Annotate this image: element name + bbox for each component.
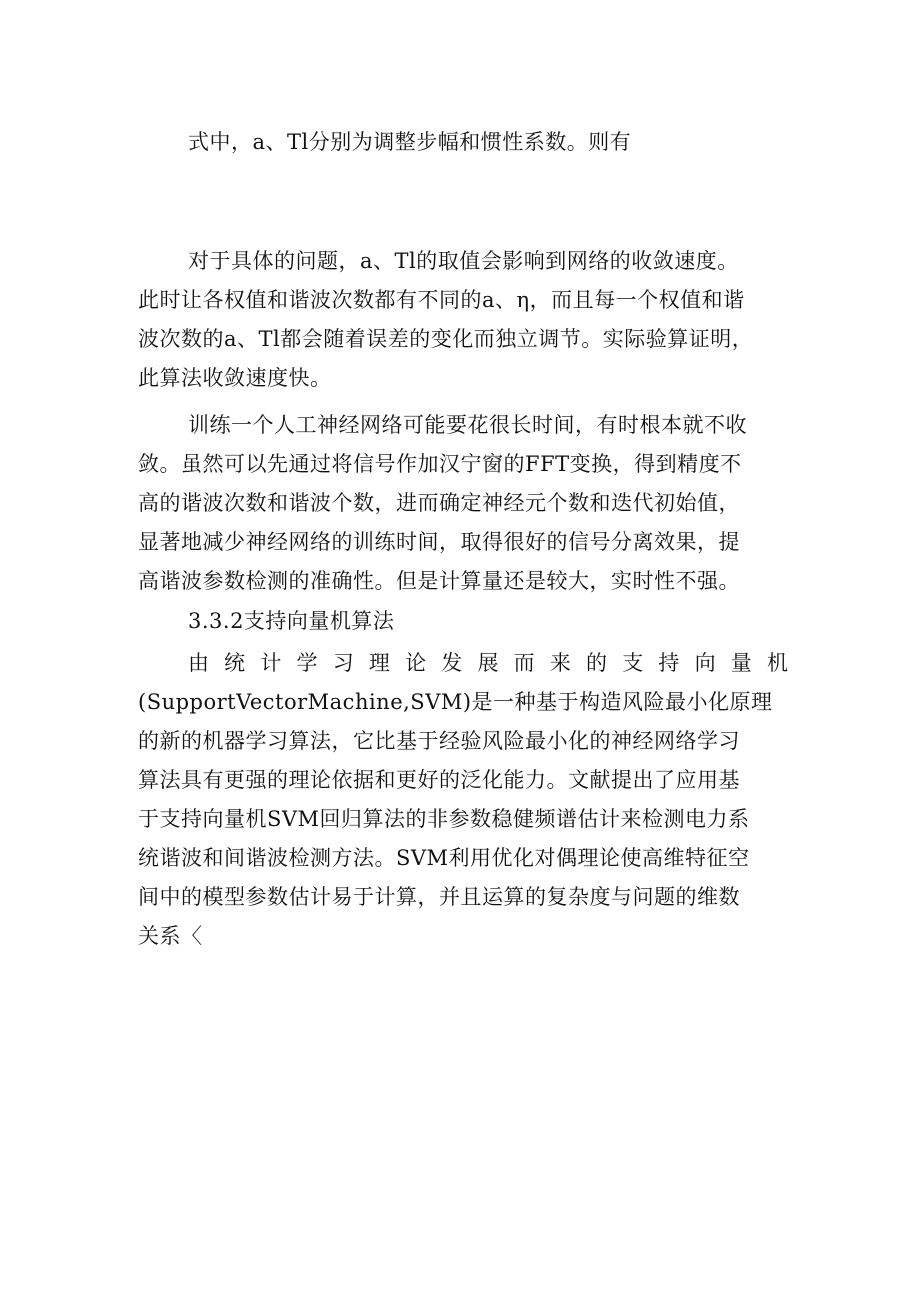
paragraph-formula-intro: 式中，a、Tl分别为调整步幅和惯性系数。则有 — [188, 130, 632, 154]
paragraph-convergence-line-4: 此算法收敛速度快。 — [138, 366, 332, 390]
paragraph-training-line-1: 训练一个人工神经网络可能要花很长时间，有时根本就不收 — [188, 413, 747, 437]
paragraph-convergence-line-2: 此时让各权值和谐波次数都有不同的a、η，而且每一个权值和谐 — [138, 288, 745, 312]
paragraph-training-line-2: 敛。虽然可以先通过将信号作加汉宁窗的FFT变换，得到精度不 — [138, 452, 742, 476]
paragraph-convergence-line-3: 波次数的a、Tl都会随着误差的变化而独立调节。实际验算证明， — [138, 327, 754, 351]
section-heading-svm: 3.3.2支持向量机算法 — [188, 609, 395, 633]
paragraph-svm-line-5: 于支持向量机SVM回归算法的非参数稳健频谱估计来检测电力系 — [138, 807, 750, 831]
paragraph-training-line-5: 高谐波参数检测的准确性。但是计算量还是较大，实时性不强。 — [138, 569, 740, 593]
paragraph-training-line-4: 显著地减少神经网络的训练时间，取得很好的信号分离效果，提 — [138, 530, 740, 554]
paragraph-svm-line-8: 关系〈 — [138, 924, 203, 948]
paragraph-svm-line-2: (SupportVectorMachine,SVM)是一种基于构造风险最小化原理 — [138, 690, 773, 714]
paragraph-svm-line-1: 由统计学习理论发展而来的支持向量机 — [188, 651, 788, 675]
paragraph-convergence-line-1: 对于具体的问题，a、Tl的取值会影响到网络的收敛速度。 — [188, 249, 739, 273]
paragraph-svm-line-6: 统谐波和间谐波检测方法。SVM利用优化对偶理论使高维特征空 — [138, 846, 750, 870]
paragraph-training-line-3: 高的谐波次数和谐波个数，进而确定神经元个数和迭代初始值， — [138, 491, 740, 515]
paragraph-svm-line-7: 间中的模型参数估计易于计算，并且运算的复杂度与问题的维数 — [138, 885, 740, 909]
paragraph-svm-line-4: 算法具有更强的理论依据和更好的泛化能力。文献提出了应用基 — [138, 768, 740, 792]
paragraph-svm-line-3: 的新的机器学习算法，它比基于经验风险最小化的神经网络学习 — [138, 729, 740, 753]
